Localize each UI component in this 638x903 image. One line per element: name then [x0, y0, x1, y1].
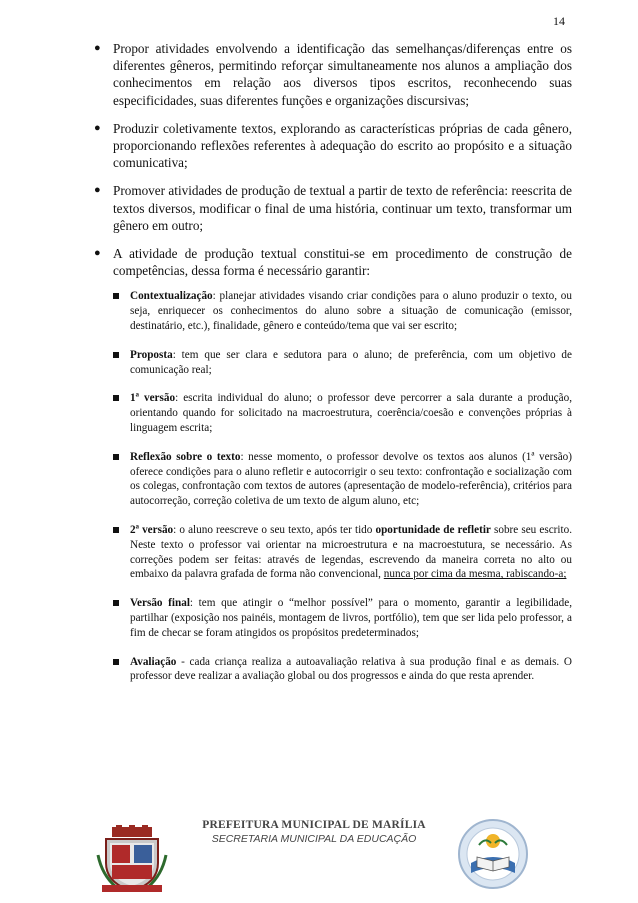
sub-item-text: : tem que atingir o “melhor possível” para o momento, garantir a legibilidade, partilhar (exposição nos painéis, montagem de livros, portfólio), tem que ser lida pelo professor, a fim de checar se foram atingidos os propósitos predeterminados; [130, 597, 572, 639]
sub-item-text: - cada criança realiza a autoavaliação relativa à sua produção final e as demais. O professor deve realizar a avaliação global ou dos progressos e ainda do que resta aprender. [130, 655, 572, 683]
page-number: 14 [553, 14, 565, 28]
sub-item-segunda-versao [113, 523, 572, 582]
sub-item-text: sobre seu escrito. Neste texto o professor vai orientar na microestrutura e na macroestutura, se necessário. As correções podem ser feitas: através de legendas, escrevendo da maneira correta no alto ou embaixo da palavra grafada de forma não convencional, [130, 524, 573, 581]
square-bullet-icon [113, 352, 119, 358]
sub-item-primeira-versao [113, 391, 572, 435]
sub-item-contextualizacao [113, 289, 572, 333]
sub-item-term: Contextualização [130, 290, 213, 303]
main-bullet-list [94, 40, 572, 684]
square-bullet-icon [113, 293, 119, 299]
sub-item-underlined: nunca por cima da mesma, rabiscando-a; [383, 568, 567, 581]
sub-item-text: : nesse momento, o professor devolve os textos aos alunos (1ª versão) oferece condições para o aluno refletir e autocorrigir o seu texto: confrontação e socialização com os colegas, confrontação com textos de autores (apresentação de modelo-referência), critérios para autocorreção, correção coletiva de um texto de algum aluno, etc; [130, 450, 572, 508]
document-body [94, 40, 572, 698]
sub-item-term: Reflexão sobre o texto [130, 450, 241, 463]
sub-item-avaliacao [113, 655, 572, 685]
square-bullet-icon [113, 395, 119, 401]
sub-item-emphasis: oportunidade de refletir [375, 524, 491, 536]
bullet-dot-icon: ● [94, 121, 101, 134]
bullet-item [94, 245, 572, 684]
education-secretariat-logo-icon [455, 817, 531, 891]
bullet-text: A atividade de produção textual constitui-se em procedimento de construção de competências, dessa forma é necessário garantir: [113, 246, 572, 279]
sub-item-term: Versão final [130, 597, 190, 610]
bullet-text: Produzir coletivamente textos, explorando as características próprias de cada gênero, proporcionando reflexões referentes à adequação do escrito ao propósito e a situação comunicativa; [113, 120, 572, 171]
page-footer [0, 817, 638, 897]
sub-item-term: Proposta [130, 348, 173, 361]
bullet-item [94, 120, 572, 172]
square-bullet-icon [113, 454, 119, 460]
square-bullet-icon [113, 659, 119, 665]
sub-item-proposta [113, 348, 572, 378]
sub-item-versao-final [113, 596, 572, 640]
sub-item-text: : tem que ser clara e sedutora para o aluno; de preferência, com um objetivo de comunicação real; [130, 348, 572, 376]
sub-item-reflexao [113, 450, 572, 509]
sub-item-term: 1ª versão [130, 392, 176, 405]
bullet-text: Promover atividades de produção de textual a partir de texto de referência: reescrita de textos diversos, modificar o final de uma história, continuar um texto, transformar um gênero em outro; [113, 183, 572, 233]
sub-item-term: 2ª versão [130, 524, 174, 536]
municipal-coat-of-arms-icon [96, 825, 168, 895]
sub-item-text: : escrita individual do aluno; o professor deve percorrer a sala durante a produção, orientando quando for solicitado na macroestrutura, coerência/coesão e convenções próprias à linguagem escrita; [130, 392, 572, 435]
square-bullet-icon [113, 527, 119, 533]
bullet-text: Propor atividades envolvendo a identificação das semelhanças/diferenças entre os diferentes gêneros, permitindo reforçar simultaneamente nos alunos a ampliação dos conhecimentos em relação aos diversos tipos escritos, reconhecendo suas especificidades, suas diferentes funções e organizações discursivas; [113, 41, 572, 108]
sub-item-text: : planejar atividades visando criar condições para o aluno produzir o texto, ou seja, enriquecer os conhecimentos do aluno sobre a situação de comunicação (emissor, destinatário, etc.), finalidade, gênero e conteúdo/tema que vai ser escrito; [130, 290, 572, 333]
sub-bullet-list [113, 289, 572, 684]
bullet-item [94, 40, 572, 109]
bullet-dot-icon: ● [94, 42, 101, 54]
sub-item-text: : o aluno reescreve o seu texto, após ter tido [173, 524, 376, 536]
bullet-dot-icon: ● [94, 184, 101, 197]
sub-item-term: Avaliação [130, 655, 177, 668]
footer-title: PREFEITURA MUNICIPAL DE MARÍLIA [202, 819, 426, 831]
footer-text [196, 819, 432, 845]
bullet-dot-icon: ● [94, 247, 101, 260]
bullet-item [94, 182, 572, 234]
square-bullet-icon [113, 600, 119, 606]
footer-subtitle: SECRETARIA MUNICIPAL DA EDUCAÇÃO [211, 833, 417, 845]
